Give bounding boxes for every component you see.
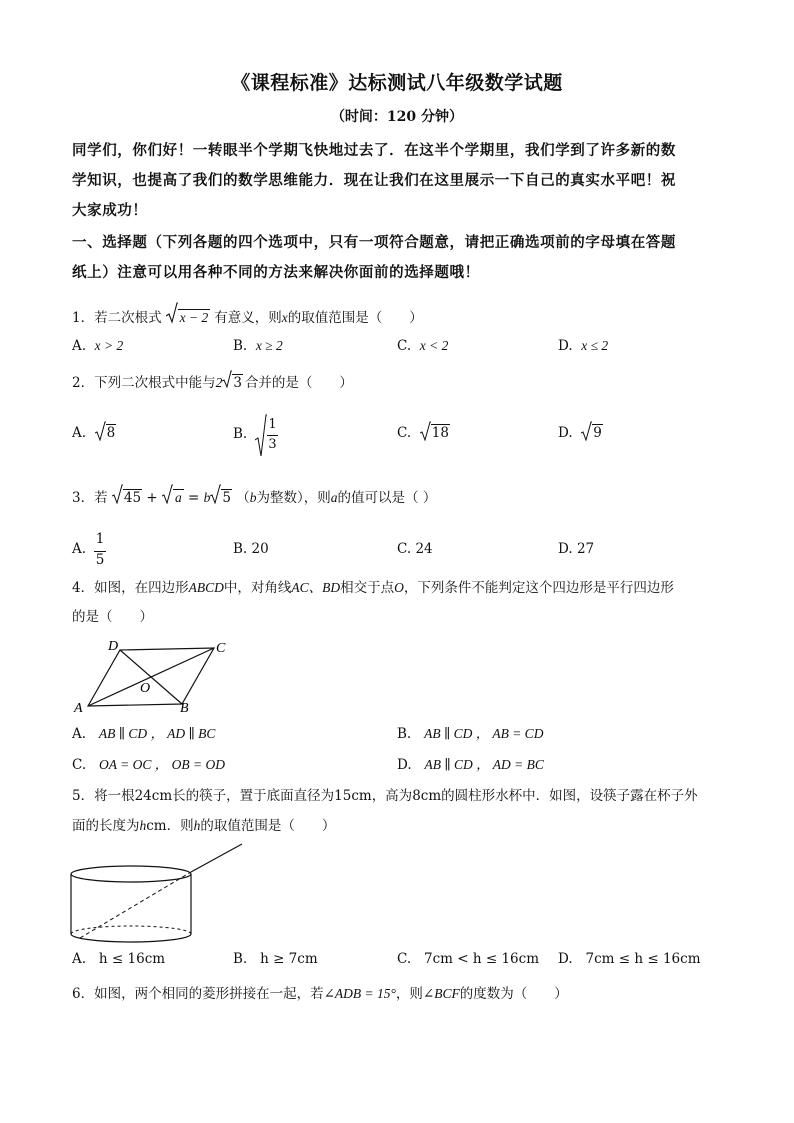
question-2-stem: 2．下列二次根式中能与2 3 合并的是（ ） (72, 373, 722, 393)
q4-option-c[interactable]: C. OA = OC ， OB = OD (72, 757, 225, 773)
chopstick-outside (191, 844, 242, 872)
section-heading-line-2: 纸上）注意可以用各种不同的方法来解决你面前的选择题哦！ (72, 264, 480, 281)
intro-line-2: 学知识，也提高了我们的数学思维能力．现在让我们在这里展示一下自己的真实水平吧！祝 (72, 172, 676, 189)
label-a: A (74, 701, 83, 716)
question-6-stem: 6．如图，两个相同的菱形拼接在一起，若∠ADB = 15°，则∠BCF的度数为（ ） (72, 986, 568, 1002)
q5-option-a[interactable]: A. h ≤ 16cm (72, 951, 166, 967)
q3-option-a[interactable]: A. 1 5 (72, 531, 105, 568)
sqrt-45: 45 (112, 488, 142, 508)
intro-line-1: 同学们，你们好！一转眼半个学期飞快地过去了．在这半个学期里，我们学到了许多新的数 (72, 142, 676, 159)
radical-sign (95, 421, 106, 441)
question-5-stem-line-1: 5．将一根24cm长的筷子，置于底面直径为15cm，高为8cm的圆柱形水杯中．如图，设筷子露在杯子外 (72, 788, 698, 804)
page-title: 《课程标准》达标测试八年级数学试题 (231, 72, 563, 94)
q3-option-d[interactable]: D. 27 (558, 541, 595, 557)
radical-sign (162, 484, 173, 504)
radical-sign (581, 421, 592, 441)
label-b: B (180, 701, 189, 716)
question-3-stem: 3．若 45 + a = b 5 （b为整数），则a的值可以是（ ） (72, 488, 722, 508)
radical-sign (255, 414, 267, 458)
q2-option-a[interactable]: A. 8 (72, 425, 116, 441)
parallelogram-figure (72, 636, 242, 716)
sqrt-5: 5 (210, 488, 232, 508)
q2-option-d[interactable]: D. 9 (558, 425, 603, 441)
q1-option-c[interactable]: C. x < 2 (397, 338, 449, 354)
cylinder-cup-figure (70, 842, 250, 944)
label-o: O (140, 681, 151, 696)
label-d: D (108, 639, 119, 654)
q4-option-d[interactable]: D. AB ∥ CD ， AD = BC (397, 757, 544, 773)
sqrt-a: a (162, 488, 184, 508)
intro-line-3: 大家成功！ (72, 202, 148, 219)
radical-sign (166, 302, 178, 324)
question-4-stem-line-2: 的是（ ） (72, 609, 153, 625)
radical-sign (222, 370, 232, 388)
q3-option-b[interactable]: B. 20 (233, 541, 269, 557)
question-4-stem-line-1: 4．如图，在四边形ABCD中，对角线AC、BD相交于点O，下列条件不能判定这个四边形是平行四边形 (72, 580, 674, 596)
cup-rim (71, 866, 191, 882)
q1-option-b[interactable]: B. x ≥ 2 (233, 338, 283, 354)
q5-option-b[interactable]: B. h ≥ 7cm (233, 951, 318, 967)
q1-option-d[interactable]: D. x ≤ 2 (558, 338, 609, 354)
q3-option-c[interactable]: C. 24 (397, 541, 433, 557)
label-c: C (216, 641, 226, 656)
time-limit: （时间：120 分钟） (330, 109, 464, 125)
q2-option-b[interactable]: B. 1 3 (233, 414, 247, 458)
q5-option-d[interactable]: D. 7cm ≤ h ≤ 16cm (558, 951, 701, 967)
diagonal-bd (120, 650, 182, 704)
q4-option-b[interactable]: B. AB ∥ CD ， AB = CD (397, 726, 544, 742)
q5-option-c[interactable]: C. 7cm < h ≤ 16cm (397, 951, 539, 967)
radical-sign (112, 484, 123, 504)
q1-option-a[interactable]: A. x > 2 (72, 338, 124, 354)
q2-option-c[interactable]: C. 18 (397, 425, 450, 441)
sqrt-3: 3 (222, 373, 243, 393)
radical-sign (210, 484, 221, 504)
sqrt-x-minus-2: x − 2 (166, 308, 211, 328)
question-5-stem-line-2: 面的长度为hcm．则h的取值范围是（ ） (72, 818, 336, 834)
cup-base-front (71, 934, 191, 942)
radical-sign (420, 421, 431, 441)
section-heading-line-1: 一、选择题（下列各题的四个选项中，只有一项符合题意，请把正确选项前的字母填在答题 (72, 234, 676, 251)
question-1-stem: 1．若二次根式 x − 2 有意义，则x的取值范围是（ ） (72, 308, 722, 328)
q4-option-a[interactable]: A. AB ∥ CD ， AD ∥ BC (72, 726, 216, 742)
